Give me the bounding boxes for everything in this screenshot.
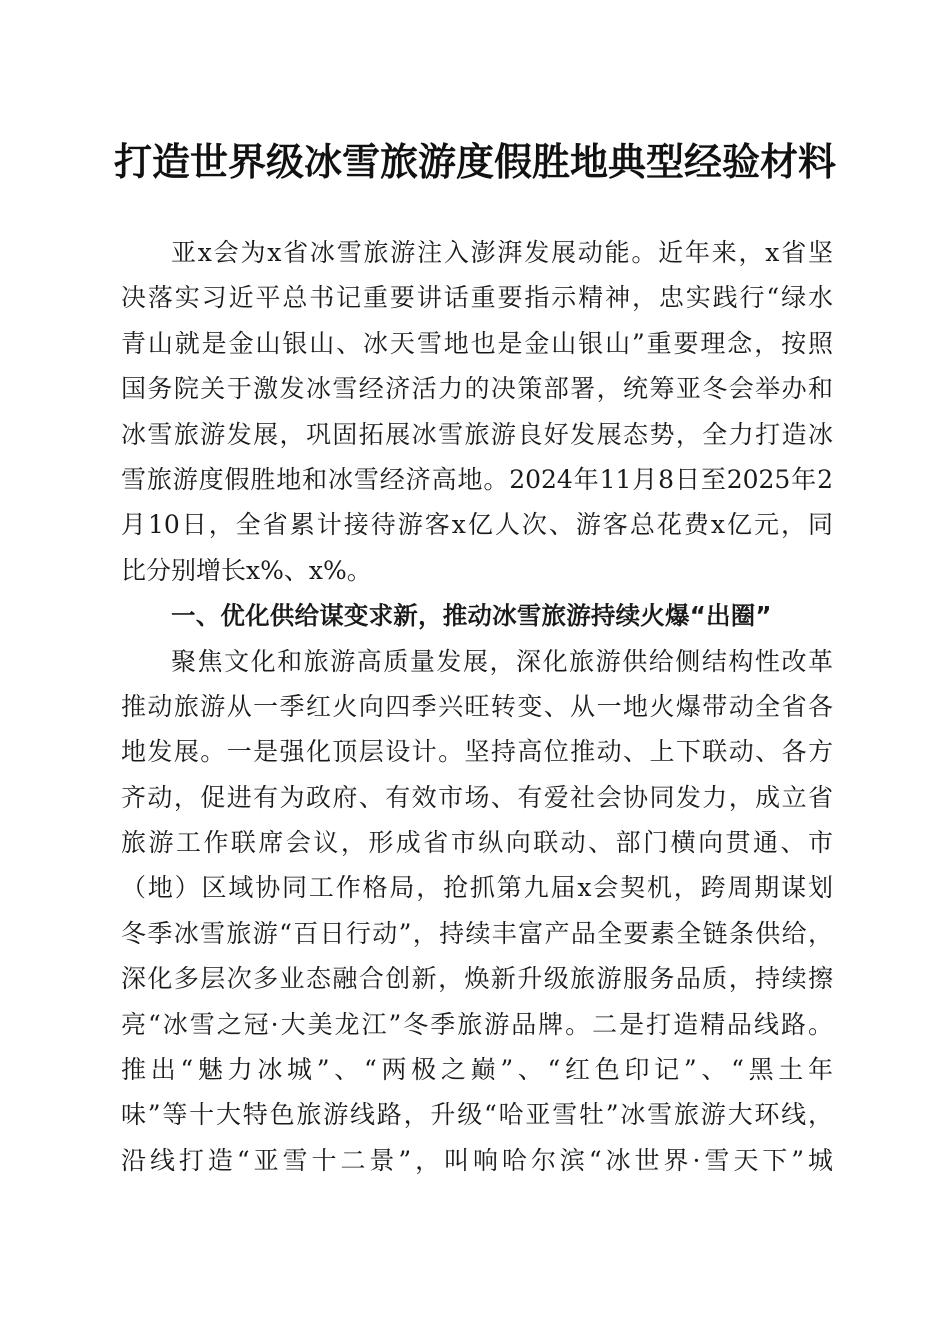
paragraph-2-line: 齐动，促进有为政府、有效市场、有爱社会协同发力，成立省 bbox=[121, 782, 833, 812]
paragraph-2-line: 推出“魅力冰城”、“两极之巅”、“红色印记”、“黑土年 bbox=[121, 1055, 833, 1085]
paragraph-2-line: （地）区域协同工作格局，抢抓第九届x会契机，跨周期谋划 bbox=[121, 873, 833, 903]
document-body bbox=[121, 230, 833, 1183]
paragraph-1-line: 月10日，全省累计接待游客x亿人次、游客总花费x亿元，同 bbox=[121, 510, 833, 540]
paragraph-1-line: 决落实习近平总书记重要讲话重要指示精神，忠实践行“绿水 bbox=[121, 283, 833, 313]
paragraph-2-line: 推动旅游从一季红火向四季兴旺转变、从一地火爆带动全省各 bbox=[121, 691, 833, 721]
document-title: 打造世界级冰雪旅游度假胜地典型经验材料 bbox=[113, 139, 836, 184]
paragraph-2-line: 亮“冰雪之冠·大美龙江”冬季旅游品牌。二是打造精品线路。 bbox=[121, 1009, 833, 1039]
section-heading-1: 一、优化供给谋变求新，推动冰雪旅游持续火爆“出圈” bbox=[171, 601, 772, 631]
paragraph-1-line: 比分别增长x%、x%。 bbox=[121, 555, 372, 585]
paragraph-1-line: 亚x会为x省冰雪旅游注入澎湃发展动能。近年来，x省坚 bbox=[171, 238, 833, 267]
paragraph-1-line: 冰雪旅游发展，巩固拓展冰雪旅游良好发展态势，全力打造冰 bbox=[121, 419, 833, 449]
paragraph-2-line: 地发展。一是强化顶层设计。坚持高位推动、上下联动、各方 bbox=[121, 737, 833, 767]
paragraph-2-line: 深化多层次多业态融合创新，焕新升级旅游服务品质，持续擦 bbox=[121, 964, 833, 994]
paragraph-2-line: 味”等十大特色旅游线路，升级“哈亚雪牡”冰雪旅游大环线， bbox=[121, 1100, 833, 1130]
paragraph-2-line: 聚焦文化和旅游高质量发展，深化旅游供给侧结构性改革 bbox=[171, 646, 833, 676]
paragraph-2-line: 沿线打造“亚雪十二景”，叫响哈尔滨“冰世界·雪天下”城 bbox=[121, 1145, 833, 1175]
paragraph-1-line: 青山就是金山银山、冰天雪地也是金山银山”重要理念，按照 bbox=[121, 328, 833, 358]
paragraph-2-line: 旅游工作联席会议，形成省市纵向联动、部门横向贯通、市 bbox=[121, 828, 833, 858]
paragraph-1-line: 国务院关于激发冰雪经济活力的决策部署，统筹亚冬会举办和 bbox=[121, 374, 833, 404]
paragraph-2-line: 冬季冰雪旅游“百日行动”，持续丰富产品全要素全链条供给， bbox=[121, 918, 833, 948]
paragraph-1-line: 雪旅游度假胜地和冰雪经济高地。2024年11月8日至2025年2 bbox=[121, 464, 833, 494]
